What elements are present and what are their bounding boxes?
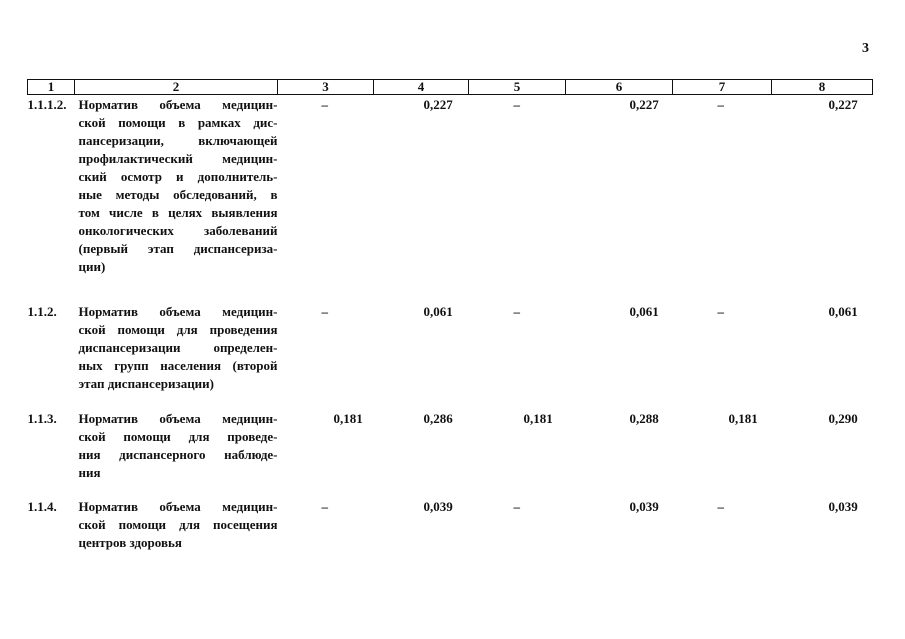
value-col-6: 0,039 [629,499,659,514]
table-row [28,409,873,482]
header-col-8: 8 [772,80,873,95]
description-line: этап диспансеризации) [78,376,214,391]
norms-table [27,79,873,552]
table-body [28,95,873,553]
value-col-8: 0,039 [828,499,858,514]
description-line: ния диспансерного наблюде- [78,447,278,462]
description-line: том числе в целях выявления [78,205,278,220]
value-col-7: – [717,304,724,319]
description-line: ской помощи для проведения [78,322,278,337]
value-col-6: 0,061 [629,304,659,319]
row-code: 1.1.4. [27,499,57,514]
description-line: онкологических заболеваний [78,223,278,238]
value-col-5: 0,181 [523,411,553,426]
page-number: 3 [862,41,869,56]
row-spacer [28,276,873,302]
value-col-3: – [321,499,328,514]
value-col-7: – [717,97,724,112]
row-code: 1.1.1.2. [27,97,67,112]
header-row [28,80,873,95]
description-line: ния [78,465,101,480]
description-line: диспансеризации определен- [78,340,278,355]
header-col-2: 2 [75,80,278,95]
description-line: ский осмотр и дополнитель- [78,169,278,184]
value-col-7: – [717,499,724,514]
value-col-3: 0,181 [333,411,363,426]
description-line: (первый этап диспансериза- [78,241,278,256]
row-spacer [28,393,873,409]
table-header [28,80,873,95]
row-description [75,497,278,552]
table-row [28,302,873,393]
row-description [75,302,278,393]
header-col-1: 1 [28,80,75,95]
description-line: профилактический медицин- [78,151,278,166]
value-col-5: – [513,499,520,514]
value-col-5: – [513,304,520,319]
value-col-8: 0,290 [828,411,858,426]
value-col-7: 0,181 [728,411,758,426]
description-line: ные методы обследований, в [78,187,278,202]
row-code: 1.1.3. [27,411,57,426]
value-col-4: 0,061 [423,304,453,319]
header-col-4: 4 [374,80,469,95]
description-line: Норматив объема медицин- [78,97,278,112]
value-col-5: – [513,97,520,112]
description-line: Норматив объема медицин- [78,411,278,426]
value-col-4: 0,227 [423,97,453,112]
description-line: Норматив объема медицин- [78,499,278,514]
header-col-5: 5 [469,80,566,95]
description-line: центров здоровья [78,535,182,550]
description-line: ции) [78,259,106,274]
value-col-3: – [321,304,328,319]
value-col-8: 0,061 [828,304,858,319]
value-col-3: – [321,97,328,112]
value-col-6: 0,227 [629,97,659,112]
header-col-6: 6 [566,80,673,95]
description-line: Норматив объема медицин- [78,304,278,319]
description-line: ской помощи для посещения [78,517,278,532]
description-line: ской помощи в рамках дис- [78,115,278,130]
value-col-4: 0,039 [423,499,453,514]
table-row [28,497,873,552]
value-col-6: 0,288 [629,411,659,426]
table-row [28,95,873,277]
row-spacer [28,482,873,497]
description-line: ных групп населения (второй [78,358,278,373]
row-code: 1.1.2. [27,304,57,319]
description-line: пансеризации, включающей [78,133,278,148]
row-description [75,95,278,277]
description-line: ской помощи для проведе- [78,429,278,444]
row-description [75,409,278,482]
value-col-4: 0,286 [423,411,453,426]
value-col-8: 0,227 [828,97,858,112]
header-col-3: 3 [278,80,374,95]
header-col-7: 7 [673,80,772,95]
